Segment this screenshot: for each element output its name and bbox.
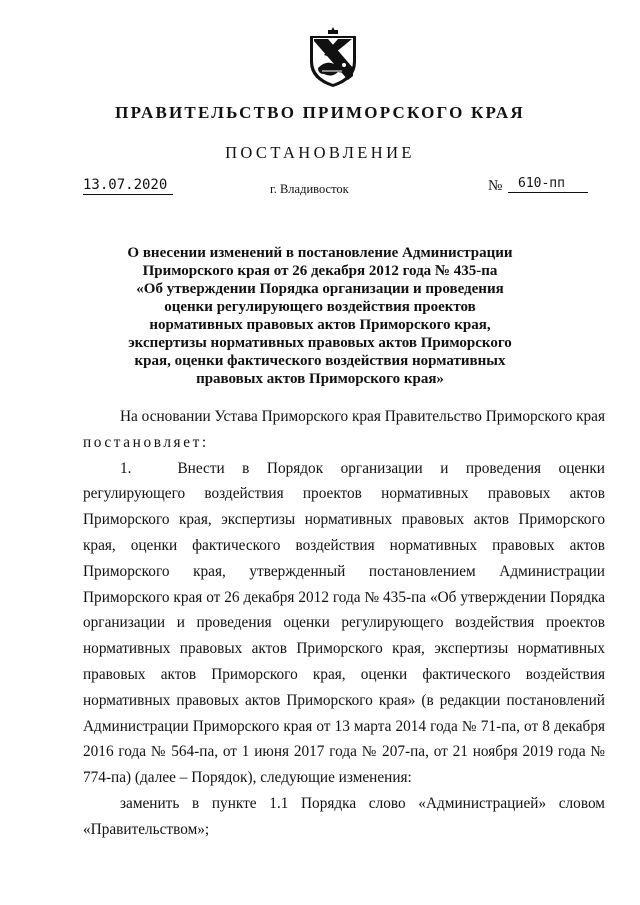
subject-line: нормативных правовых актов Приморского края, [149, 317, 491, 333]
document-date: 13.07.2020 [83, 177, 173, 195]
item-1-text: Внести в Порядок организации и проведения оценки регулирующего воздействия проектов нормативных правовых актов Приморского края, экспертизы нормативных правовых актов Приморского края, оценки фактического воздействия нормативных правовых актов Приморского края, утвержденный постановлением Администрации Приморского края от 26 декабря 2012 года № 435-па «Об утверждении Порядка организации и проведения оценки регулирующего воздействия проектов нормативных правовых актов Приморского края, экспертизы нормативных правовых актов Приморского края, оценки фактического воздействия нормативных правовых актов Приморского края» (в редакции постановлений Администрации Приморского края от 13 марта 2014 года № 71-па, от 8 декабря 2016 года № 564-па, от 1 июня 2017 года № 207-па, от 21 ноября 2019 года № 774-па) (далее – Порядок), следующие изменения: [83, 459, 605, 787]
preamble-paragraph [83, 404, 605, 456]
subject-line: оценки регулирующего воздействия проектов [164, 299, 476, 315]
subject-line: края, оценки фактического воздействия нормативных [134, 353, 506, 369]
subject-line: экспертизы нормативных правовых актов Приморского [128, 335, 512, 351]
subject-line: Приморского края от 26 декабря 2012 года № 435-па [142, 263, 498, 279]
document-city: г. Владивосток [270, 182, 349, 196]
preamble-text: На основании Устава Приморского края Правительство Приморского края [120, 408, 605, 425]
subject-line: правовых актов Приморского края» [196, 371, 444, 387]
subject-line: «Об утверждении Порядка организации и проведения [136, 281, 504, 297]
subject-line: О внесении изменений в постановление Администрации [127, 245, 513, 261]
preamble-resolves: постановляет: [83, 433, 209, 451]
item-1-paragraph [83, 456, 605, 791]
coat-of-arms-icon [304, 24, 362, 90]
document-type: ПОСТАНОВЛЕНИЕ [225, 143, 415, 162]
document-body [83, 404, 605, 843]
item-1-number: 1. [120, 459, 132, 477]
change-1-paragraph [83, 791, 605, 843]
document-number: 610-пп [508, 176, 588, 193]
number-label: № [488, 178, 503, 194]
organization-title: ПРАВИТЕЛЬСТВО ПРИМОРСКОГО КРАЯ [115, 103, 525, 122]
change-1-text: заменить в пункте 1.1 Порядка слово «Администрацией» словом «Правительством»; [83, 794, 605, 838]
document-subject [120, 244, 520, 388]
